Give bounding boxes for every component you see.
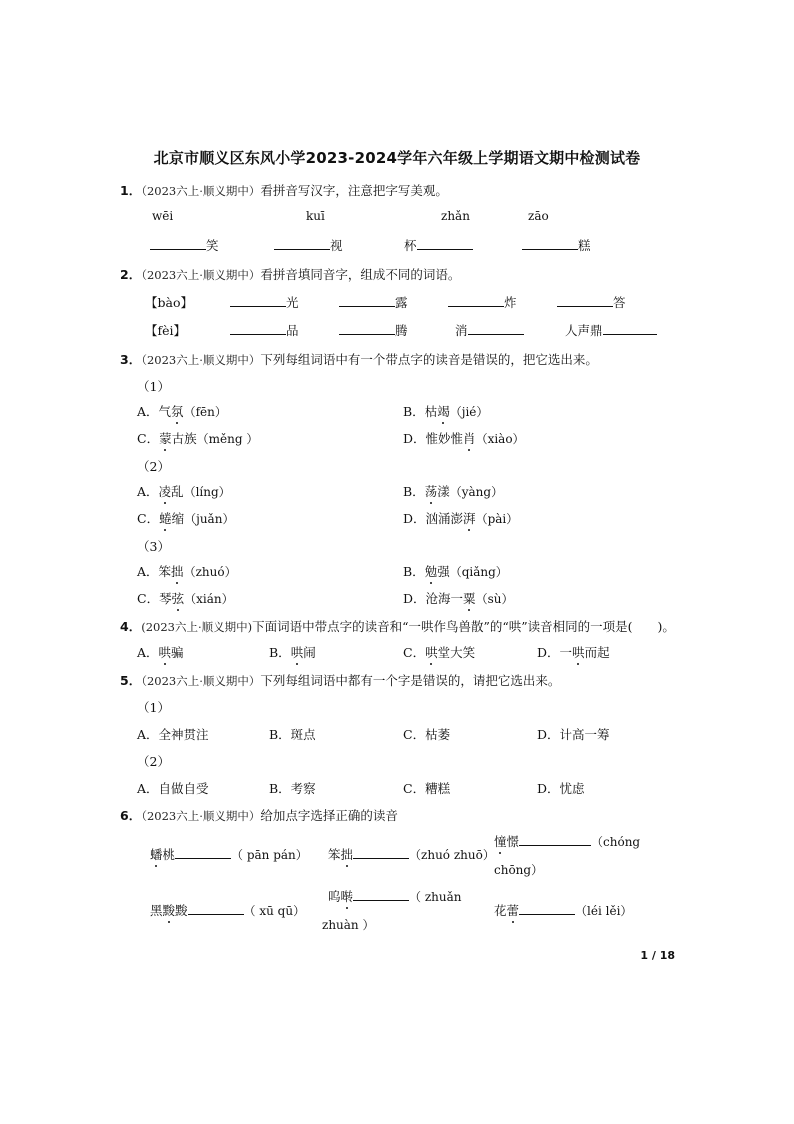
- text-fragment: A．: [137, 484, 159, 499]
- text-fragment: 糕: [578, 238, 591, 253]
- option-c[interactable]: [403, 643, 475, 661]
- text-fragment: （xián）: [184, 592, 234, 606]
- text-fragment: 漾: [437, 484, 450, 499]
- text-fragment: 笨: [328, 847, 341, 862]
- text-fragment: （ xū qū）: [243, 904, 306, 918]
- q6-item-6: [494, 901, 632, 919]
- q6-item-4: [150, 901, 305, 919]
- q1-item-2: [274, 236, 343, 254]
- option-b[interactable]: [403, 562, 508, 580]
- answer-blank[interactable]: [274, 237, 330, 250]
- text-fragment: 笨: [158, 564, 172, 579]
- option-c[interactable]: [137, 429, 258, 447]
- question-prompt: 下列每组词语中都有一个字是错误的，请把它选出来。: [260, 673, 561, 688]
- question-source: （2023六上·顺义期中）: [141, 809, 261, 823]
- question-number: 5．: [120, 673, 142, 688]
- option-d[interactable]: [403, 589, 513, 607]
- answer-blank[interactable]: [519, 902, 575, 915]
- question-5: [120, 671, 560, 689]
- option-c[interactable]: C．枯萎: [403, 727, 451, 742]
- option-a[interactable]: [137, 482, 231, 500]
- text-fragment: C．: [137, 511, 160, 526]
- text-fragment: （qiǎng）: [449, 565, 508, 579]
- text-fragment: 消: [455, 323, 468, 338]
- question-source: （2023六上·顺义期中）: [141, 674, 261, 688]
- text-fragment: 桃: [162, 847, 176, 862]
- dotted-character: 哄: [425, 645, 438, 660]
- q2-item: [448, 293, 517, 311]
- answer-blank[interactable]: [188, 902, 244, 915]
- text-fragment: A．: [137, 564, 159, 579]
- text-fragment: （léi lěi）: [575, 904, 633, 918]
- q6-item-3: [494, 832, 640, 850]
- question-source: (2023六上·顺义期中): [141, 620, 253, 634]
- text-fragment: 缩: [171, 511, 185, 526]
- option-b[interactable]: [403, 482, 503, 500]
- answer-blank[interactable]: [353, 846, 409, 859]
- option-a[interactable]: [137, 643, 184, 661]
- text-fragment: （chóng: [591, 835, 641, 849]
- text-fragment: 乱: [171, 484, 184, 499]
- text-fragment: C．: [403, 645, 426, 660]
- dotted-character: 哄: [290, 645, 304, 660]
- question-number: 2．: [120, 267, 142, 282]
- question-prompt: 给加点字选择正确的读音: [260, 808, 398, 823]
- text-fragment: （jié）: [449, 405, 489, 419]
- option-a[interactable]: A．全神贯注: [137, 727, 209, 742]
- q2-item: [230, 321, 299, 339]
- text-fragment: 而起: [584, 645, 610, 660]
- answer-blank[interactable]: [230, 294, 286, 307]
- text-fragment: C．: [137, 431, 160, 446]
- text-fragment: （yàng）: [449, 485, 504, 499]
- question-4: [120, 617, 675, 635]
- text-fragment: （zhuó zhuō）: [409, 848, 495, 862]
- q6-item-2: [328, 845, 495, 863]
- text-fragment: 视: [330, 238, 343, 253]
- pinyin-3: zhǎn: [441, 209, 470, 223]
- text-fragment: 炸: [504, 295, 517, 310]
- text-fragment: 花: [494, 903, 507, 918]
- text-fragment: 一: [559, 645, 573, 660]
- group-label: （3）: [137, 539, 170, 554]
- q1-item-4: [522, 236, 591, 254]
- text-fragment: D．: [537, 645, 560, 660]
- question-number: 6．: [120, 808, 142, 823]
- q1-item-1: [150, 236, 219, 254]
- dotted-character: 蒙: [159, 431, 172, 446]
- text-fragment: B．: [403, 404, 425, 419]
- answer-blank[interactable]: [519, 833, 591, 846]
- dotted-character: 哄: [158, 645, 172, 660]
- option-b[interactable]: [403, 402, 488, 420]
- dotted-character: 弦: [171, 591, 185, 606]
- text-fragment: D．: [403, 511, 426, 526]
- text-fragment: 惟妙惟: [425, 431, 464, 446]
- answer-blank[interactable]: [417, 237, 473, 250]
- text-fragment: 光: [286, 295, 299, 310]
- text-fragment: （líng）: [183, 485, 231, 499]
- option-d[interactable]: D．忧虑: [537, 781, 585, 796]
- question-source: （2023六上·顺义期中）: [141, 184, 261, 198]
- answer-blank[interactable]: [522, 237, 578, 250]
- q6-item-3-wrap: chōng）: [494, 863, 544, 877]
- question-number: 4．: [120, 619, 142, 634]
- text-fragment: D．: [403, 591, 426, 606]
- answer-blank[interactable]: [557, 294, 613, 307]
- text-fragment: （sù）: [475, 592, 514, 606]
- q1-item-3: [404, 236, 473, 254]
- group-label: （1）: [137, 700, 170, 715]
- dotted-character: 蜷: [159, 511, 172, 526]
- option-b[interactable]: B．考察: [269, 781, 316, 796]
- answer-blank[interactable]: [353, 888, 409, 901]
- option-d[interactable]: [403, 509, 518, 527]
- text-fragment: 呜: [328, 889, 341, 904]
- option-a[interactable]: [137, 562, 237, 580]
- text-fragment: C．: [137, 591, 160, 606]
- question-2: [120, 265, 460, 283]
- text-fragment: （ pān pán）: [231, 848, 308, 862]
- option-d[interactable]: [537, 643, 610, 661]
- text-fragment: 黢: [175, 903, 188, 918]
- text-fragment: B．: [403, 564, 425, 579]
- page-number: 1 / 18: [640, 949, 675, 962]
- answer-blank[interactable]: [339, 322, 395, 335]
- text-fragment: 沧海一: [425, 591, 464, 606]
- question-source: （2023六上·顺义期中）: [141, 353, 261, 367]
- text-fragment: 憬: [506, 834, 520, 849]
- option-b[interactable]: B．斑点: [269, 727, 316, 742]
- q2-label-bao: 【bào】: [145, 295, 193, 310]
- q2-item: [339, 321, 408, 339]
- question-source: （2023六上·顺义期中）: [141, 268, 261, 282]
- text-fragment: 杯: [404, 238, 417, 253]
- pinyin-4: zāo: [528, 209, 549, 223]
- dotted-character: 哄: [572, 645, 585, 660]
- dotted-character: 勉: [424, 564, 438, 579]
- text-fragment: （ zhuǎn: [409, 890, 462, 904]
- group-label: （1）: [137, 379, 170, 394]
- answer-blank[interactable]: [175, 846, 231, 859]
- option-c[interactable]: [137, 589, 234, 607]
- option-c[interactable]: C．糟糕: [403, 781, 451, 796]
- text-fragment: （zhuó）: [183, 565, 237, 579]
- text-fragment: 汹涌澎: [425, 511, 464, 526]
- option-b[interactable]: [269, 643, 316, 661]
- answer-blank[interactable]: [150, 237, 206, 250]
- pinyin-2: kuī: [306, 209, 325, 223]
- question-1: [120, 181, 448, 199]
- q6-item-5-wrap: zhuàn ）: [322, 918, 375, 932]
- text-fragment: 堂大笑: [437, 645, 476, 660]
- option-a[interactable]: A．自做自受: [137, 781, 209, 796]
- dotted-character: 啭: [340, 889, 354, 904]
- group-label: （2）: [137, 459, 170, 474]
- group-label: （2）: [137, 754, 170, 769]
- pinyin-1: wēi: [152, 209, 174, 223]
- text-fragment: 腾: [395, 323, 408, 338]
- text-fragment: （xiào）: [475, 432, 525, 446]
- answer-blank[interactable]: [603, 322, 657, 335]
- q2-item: [339, 293, 408, 311]
- text-fragment: 枯: [424, 404, 438, 419]
- q2-label-fei: 【fèi】: [145, 323, 187, 338]
- text-fragment: B．: [269, 645, 291, 660]
- dotted-character: 凌: [158, 484, 172, 499]
- text-fragment: 古族: [171, 431, 197, 446]
- option-a[interactable]: [137, 402, 227, 420]
- option-c[interactable]: [137, 509, 234, 527]
- dotted-character: 湃: [463, 511, 476, 526]
- question-number: 1．: [120, 183, 142, 198]
- q2-item: [230, 293, 299, 311]
- text-fragment: B．: [403, 484, 425, 499]
- dotted-character: 蕾: [506, 903, 520, 918]
- question-prompt: 看拼音写汉字，注意把字写美观。: [260, 183, 448, 198]
- answer-blank[interactable]: [339, 294, 395, 307]
- text-fragment: （fēn）: [183, 405, 227, 419]
- text-fragment: 笑: [206, 238, 219, 253]
- answer-blank[interactable]: [230, 322, 286, 335]
- q2-item: [455, 321, 524, 339]
- option-d[interactable]: [403, 429, 525, 447]
- question-prompt: 下列每组词语中有一个带点字的读音是错误的，把它选出来。: [260, 352, 598, 367]
- option-d[interactable]: D．计高一筹: [537, 727, 610, 742]
- dotted-character: 憧: [494, 834, 507, 849]
- text-fragment: （měng ）: [196, 432, 259, 446]
- text-fragment: 人声鼎: [565, 323, 603, 338]
- text-fragment: （juǎn）: [184, 512, 235, 526]
- q6-item-5: [328, 887, 462, 905]
- text-fragment: 露: [395, 295, 408, 310]
- text-fragment: 品: [286, 323, 299, 338]
- q2-item: [565, 321, 657, 339]
- dotted-character: 拙: [171, 564, 184, 579]
- dotted-character: 竭: [437, 404, 450, 419]
- dotted-character: 荡: [424, 484, 438, 499]
- q6-item-1: [150, 845, 308, 863]
- dotted-character: 拙: [340, 847, 354, 862]
- text-fragment: A．: [137, 645, 159, 660]
- dotted-character: 肖: [463, 431, 476, 446]
- question-6: [120, 806, 398, 824]
- question-3: [120, 350, 598, 368]
- text-fragment: D．: [403, 431, 426, 446]
- dotted-character: 黢: [162, 903, 176, 918]
- text-fragment: 琴: [159, 591, 172, 606]
- dotted-character: 蟠: [150, 847, 163, 862]
- text-fragment: 黑: [150, 903, 163, 918]
- question-number: 3．: [120, 352, 142, 367]
- text-fragment: 答: [613, 295, 626, 310]
- dotted-character: 氛: [171, 404, 184, 419]
- dotted-character: 粟: [463, 591, 476, 606]
- text-fragment: 骗: [171, 645, 184, 660]
- answer-blank[interactable]: [468, 322, 524, 335]
- q2-item: [557, 293, 626, 311]
- text-fragment: 闹: [303, 645, 316, 660]
- question-prompt: 下面词语中带点字的读音和“一哄作鸟兽散”的“哄”读音相同的一项是( )。: [252, 619, 675, 634]
- text-fragment: 强: [437, 564, 450, 579]
- text-fragment: （pài）: [475, 512, 519, 526]
- text-fragment: A．: [137, 404, 159, 419]
- answer-blank[interactable]: [448, 294, 504, 307]
- text-fragment: 气: [158, 404, 172, 419]
- page-title: 北京市顺义区东风小学2023-2024学年六年级上学期语文期中检测试卷: [153, 149, 641, 167]
- question-prompt: 看拼音填同音字，组成不同的词语。: [260, 267, 461, 282]
